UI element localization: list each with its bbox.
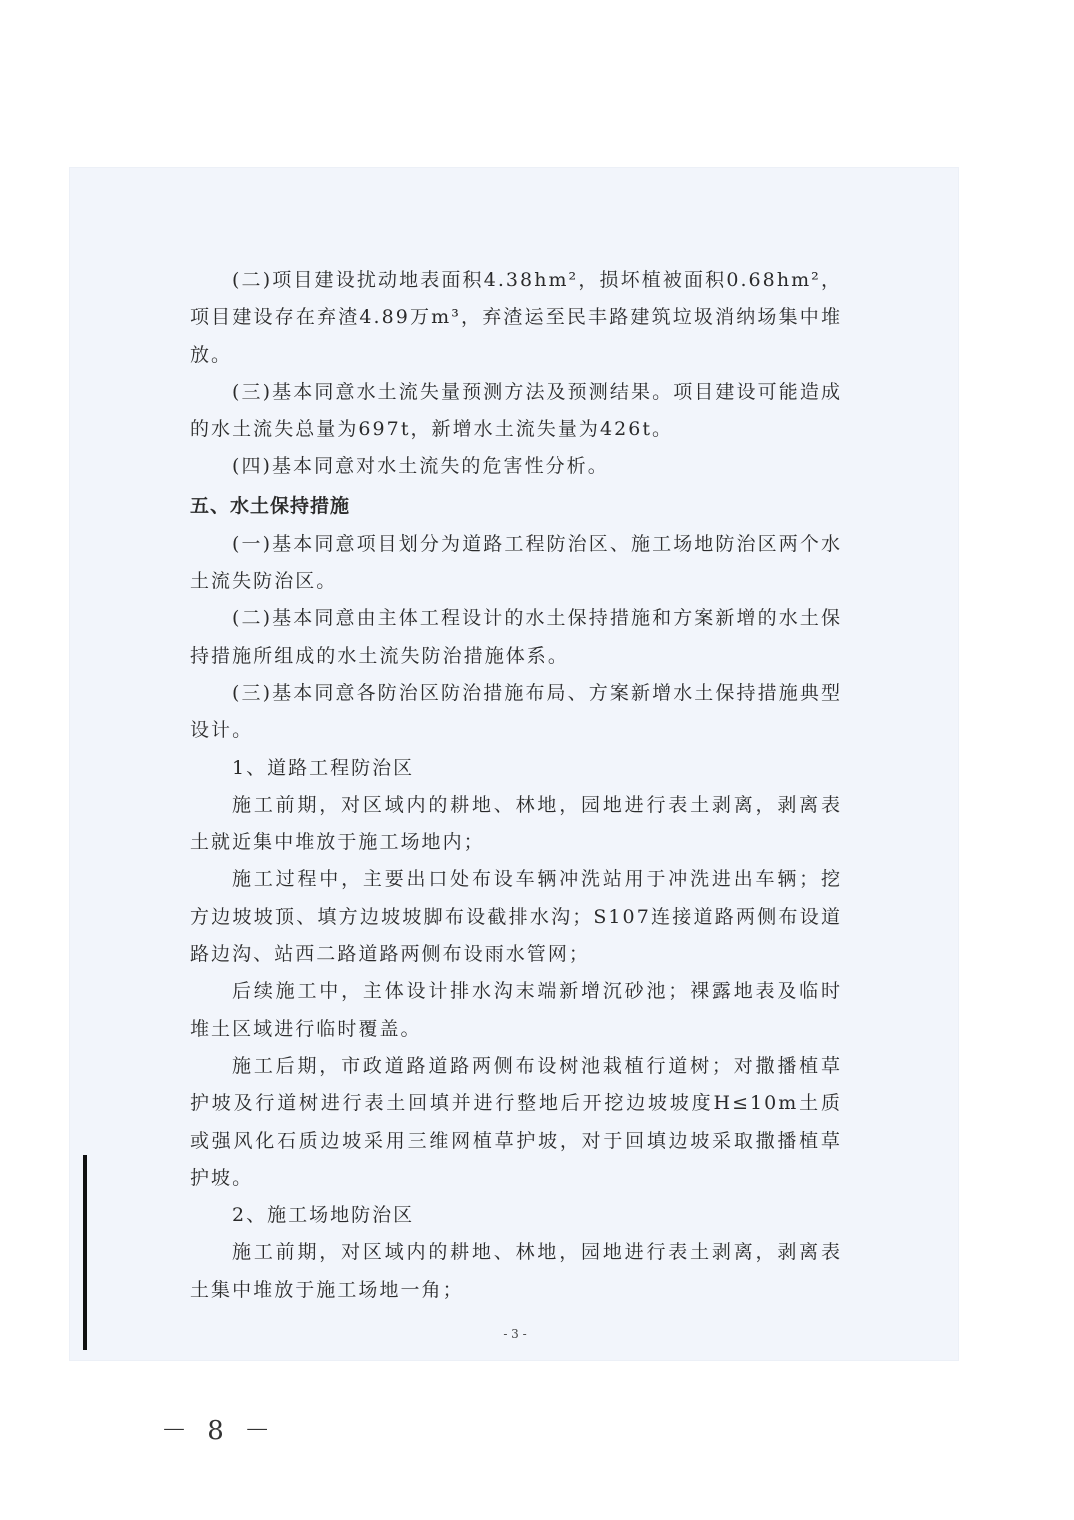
paragraph: (四)基本同意对水土流失的危害性分析。 — [232, 455, 609, 478]
paragraph: 施工前期，对区域内的耕地、林地，园地进行表土剥离，剥离表土就近集中堆放于施工场地内； — [190, 793, 842, 854]
subsection-heading: 2、施工场地防治区 — [232, 1204, 415, 1227]
paragraph: 施工后期，市政道路道路两侧布设树池栽植行道树；对撒播植草护坡及行道树进行表土回填并进行整地后开挖边坡坡度H≤10m土质或强风化石质边坡采用三维网植草护坡，对于回填边坡采取撒播植草护坡。 — [190, 1054, 842, 1189]
subsection-heading: 1、道路工程防治区 — [232, 756, 415, 779]
scan-edge-mark — [83, 1155, 87, 1350]
paragraph: 施工前期，对区域内的耕地、林地，园地进行表土剥离，剥离表土集中堆放于施工场地一角； — [190, 1241, 842, 1301]
paragraph: (二)项目建设扰动地表面积4.38hm²，损坏植被面积0.68hm²，项目建设存在弃渣4.89万m³，弃渣运至民丰路建筑垃圾消纳场集中堆放。 — [190, 269, 842, 366]
outer-page-number: － 8 － — [161, 1416, 277, 1446]
inner-page-number: - 3 - — [503, 1327, 527, 1341]
paragraph: 后续施工中，主体设计排水沟末端新增沉砂池；裸露地表及临时堆土区域进行临时覆盖。 — [190, 980, 842, 1040]
section-heading: 五、水土保持措施 — [190, 494, 351, 517]
paragraph: (三)基本同意各防治区防治措施布局、方案新增水土保持措施典型设计。 — [190, 681, 842, 742]
paragraph: (三)基本同意水土流失量预测方法及预测结果。项目建设可能造成的水土流失总量为697t，新增水土流失量为426t。 — [190, 380, 842, 441]
document-body — [190, 262, 842, 1309]
paragraph: (一)基本同意项目划分为道路工程防治区、施工场地防治区两个水土流失防治区。 — [190, 532, 842, 593]
paragraph: (二)基本同意由主体工程设计的水土保持措施和方案新增的水土保持措施所组成的水土流失防治措施体系。 — [190, 607, 842, 667]
paragraph: 施工过程中，主要出口处布设车辆冲洗站用于冲洗进出车辆；挖方边坡坡顶、填方边坡坡脚布设截排水沟；S107连接道路两侧布设道路边沟、站西二路道路两侧布设雨水管网； — [190, 868, 842, 966]
